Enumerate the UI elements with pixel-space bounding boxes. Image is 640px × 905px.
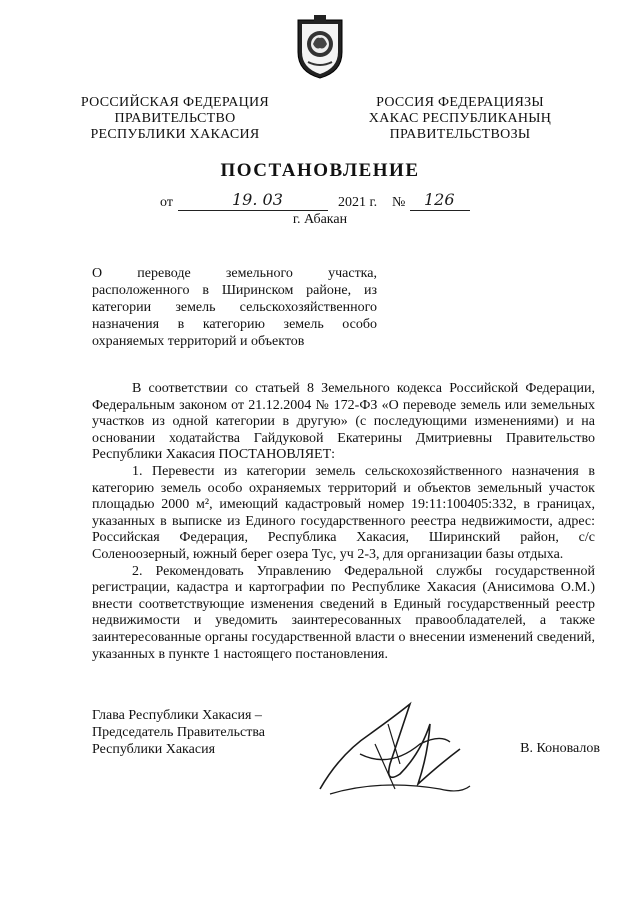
header-left: [70, 95, 280, 143]
date-handwritten: 19. 03: [232, 190, 283, 209]
number-handwritten: 126: [424, 190, 455, 209]
header-left-line: РЕСПУБЛИКИ ХАКАСИЯ: [90, 127, 260, 142]
handwritten-signature: [300, 694, 480, 814]
document-body: [92, 381, 595, 663]
coat-of-arms-emblem-icon: [294, 14, 346, 80]
date-prefix: от: [160, 195, 173, 210]
body-paragraph: 2. Рекомендовать Управлению Федеральной службы государственной регистрации, кадастра и картографии по Республике Хакасия (Анисимова О.М.) внести соответствующие изменения сведений в Единый государственный реестр недвижимости и уведомить заинтересованных правообладателей, а также заинтересованные органы государственной власти о внесении изменений сведений, указанных в пункте 1 настоящего постановления.: [92, 563, 595, 662]
signatory-position-line: Республики Хакасия: [92, 742, 216, 757]
date-year: 2021 г.: [338, 195, 378, 210]
document-title: ПОСТАНОВЛЕНИЕ: [220, 160, 420, 181]
signatory-position-line: Председатель Правительства: [92, 725, 265, 740]
signatory-position: [92, 707, 292, 758]
header-right-line: ХАКАС РЕСПУБЛИКАНЫҢ: [368, 111, 552, 126]
document-subject: О переводе земельного участка, расположенного в Ширинском районе, из категории земель сельскохозяйственного назначения в категорию земель особо охраняемых территорий и объектов: [92, 266, 377, 349]
header-right-line: ПРАВИТЕЛЬСТВОЗЫ: [389, 127, 531, 142]
number-sign: №: [392, 195, 406, 210]
signatory-position-line: Глава Республики Хакасия –: [92, 708, 262, 723]
header-right-line: РОССИЯ ФЕДЕРАЦИЯЗЫ: [376, 95, 544, 110]
city: г. Абакан: [292, 212, 348, 227]
body-paragraph: В соответствии со статьей 8 Земельного кодекса Российской Федерации, Федеральным законом от 21.12.2004 № 172-ФЗ «О переводе земель или земельных участков из одной категории в другую» (с последующими изменениями) и на основании ходатайства Гайдуковой Екатерины Дмитриевны Правительство Республики Хакасия ПОСТАНОВЛЯЕТ:: [92, 381, 595, 463]
header-left-line: РОССИЙСКАЯ ФЕДЕРАЦИЯ: [80, 95, 270, 110]
signatory-name: В. Коновалов: [520, 741, 600, 756]
header-right: [350, 95, 570, 143]
body-paragraph: 1. Перевести из категории земель сельскохозяйственного назначения в категорию земель особо охраняемых территорий и объектов земельный участок площадью 2000 м², имеющий кадастровый номер 19:11:100405:332, в границах, указанных в выписке из Единого государственного реестра недвижимости, адрес: Российская Федерация, Республика Хакасия, Ширинский район, с/с Соленоозерный, южный берег озера Тус, уч 2-3, для организации базы отдыха.: [92, 463, 595, 562]
header-left-line: ПРАВИТЕЛЬСТВО: [114, 111, 236, 126]
